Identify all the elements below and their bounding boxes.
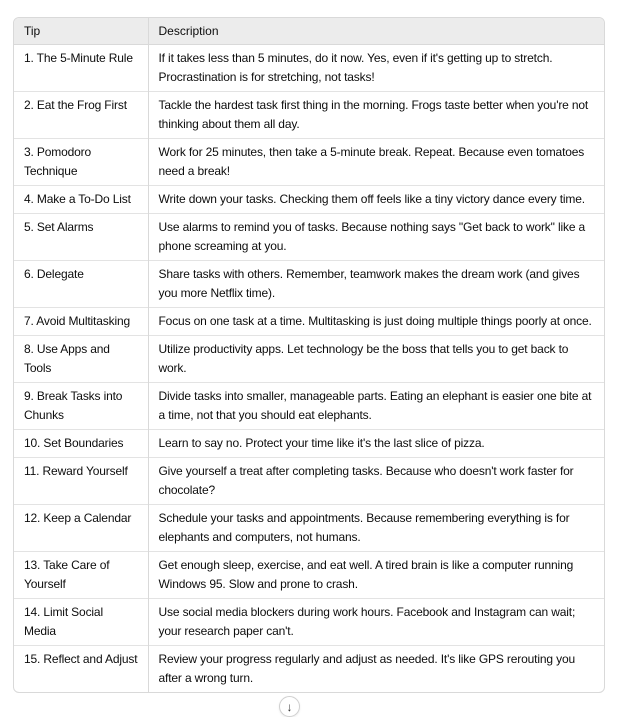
tip-cell: 3. Pomodoro Technique xyxy=(14,139,148,186)
table-row xyxy=(14,383,604,430)
table-row xyxy=(14,646,604,693)
tip-cell: 12. Keep a Calendar xyxy=(14,505,148,552)
table-row xyxy=(14,599,604,646)
table-row xyxy=(14,458,604,505)
description-cell: Write down your tasks. Checking them off feels like a tiny victory dance every time. xyxy=(148,186,604,214)
tip-cell: 5. Set Alarms xyxy=(14,214,148,261)
tip-cell: 2. Eat the Frog First xyxy=(14,92,148,139)
table-row xyxy=(14,186,604,214)
page-content xyxy=(13,17,605,717)
table-row xyxy=(14,430,604,458)
description-cell: Learn to say no. Protect your time like it's the last slice of pizza. xyxy=(148,430,604,458)
description-cell: Review your progress regularly and adjust as needed. It's like GPS rerouting you after a wrong turn. xyxy=(148,646,604,693)
table-row xyxy=(14,552,604,599)
description-cell: Share tasks with others. Remember, teamwork makes the dream work (and gives you more Netflix time). xyxy=(148,261,604,308)
tip-cell: 13. Take Care of Yourself xyxy=(14,552,148,599)
description-cell: Schedule your tasks and appointments. Because remembering everything is for elephants and computers, not humans. xyxy=(148,505,604,552)
description-cell: Focus on one task at a time. Multitasking is just doing multiple things poorly at once. xyxy=(148,308,604,336)
column-header-tip: Tip xyxy=(14,18,148,45)
arrow-down-icon: ↓ xyxy=(286,699,293,714)
description-cell: Get enough sleep, exercise, and eat well. A tired brain is like a computer running Windows 95. Slow and prone to crash. xyxy=(148,552,604,599)
tip-cell: 7. Avoid Multitasking xyxy=(14,308,148,336)
description-cell: Utilize productivity apps. Let technology be the boss that tells you to get back to work. xyxy=(148,336,604,383)
table-row xyxy=(14,45,604,92)
table-row xyxy=(14,214,604,261)
description-cell: Use social media blockers during work hours. Facebook and Instagram can wait; your research paper can't. xyxy=(148,599,604,646)
table-row xyxy=(14,261,604,308)
table-row xyxy=(14,139,604,186)
table-header-row xyxy=(14,18,604,45)
column-header-description: Description xyxy=(148,18,604,45)
table-row xyxy=(14,92,604,139)
tip-cell: 1. The 5-Minute Rule xyxy=(24,51,133,65)
tip-cell: 10. Set Boundaries xyxy=(14,430,148,458)
scroll-to-bottom-button[interactable] xyxy=(279,696,300,717)
table-row xyxy=(14,308,604,336)
description-cell: If it takes less than 5 minutes, do it now. Yes, even if it's getting up to stretch. Procrastination is for stretching, not tasks! xyxy=(148,45,604,92)
tip-cell: 9. Break Tasks into Chunks xyxy=(14,383,148,430)
scroll-button-row xyxy=(13,693,605,717)
table-row xyxy=(14,336,604,383)
tips-table xyxy=(14,18,604,692)
description-cell: Tackle the hardest task first thing in the morning. Frogs taste better when you're not thinking about them all day. xyxy=(148,92,604,139)
tips-table-container xyxy=(13,17,605,693)
description-cell: Work for 25 minutes, then take a 5-minute break. Repeat. Because even tomatoes need a break! xyxy=(148,139,604,186)
tip-cell: 8. Use Apps and Tools xyxy=(14,336,148,383)
table-row xyxy=(14,505,604,552)
tip-cell: 4. Make a To-Do List xyxy=(14,186,148,214)
description-cell: Use alarms to remind you of tasks. Because nothing says "Get back to work" like a phone screaming at you. xyxy=(148,214,604,261)
description-cell: Give yourself a treat after completing tasks. Because who doesn't work faster for chocolate? xyxy=(148,458,604,505)
tip-cell: 14. Limit Social Media xyxy=(14,599,148,646)
tip-cell: 15. Reflect and Adjust xyxy=(14,646,148,693)
tip-cell: 6. Delegate xyxy=(14,261,148,308)
tip-cell: 11. Reward Yourself xyxy=(14,458,148,505)
description-cell: Divide tasks into smaller, manageable parts. Eating an elephant is easier one bite at a time, not that you should eat elephants. xyxy=(148,383,604,430)
